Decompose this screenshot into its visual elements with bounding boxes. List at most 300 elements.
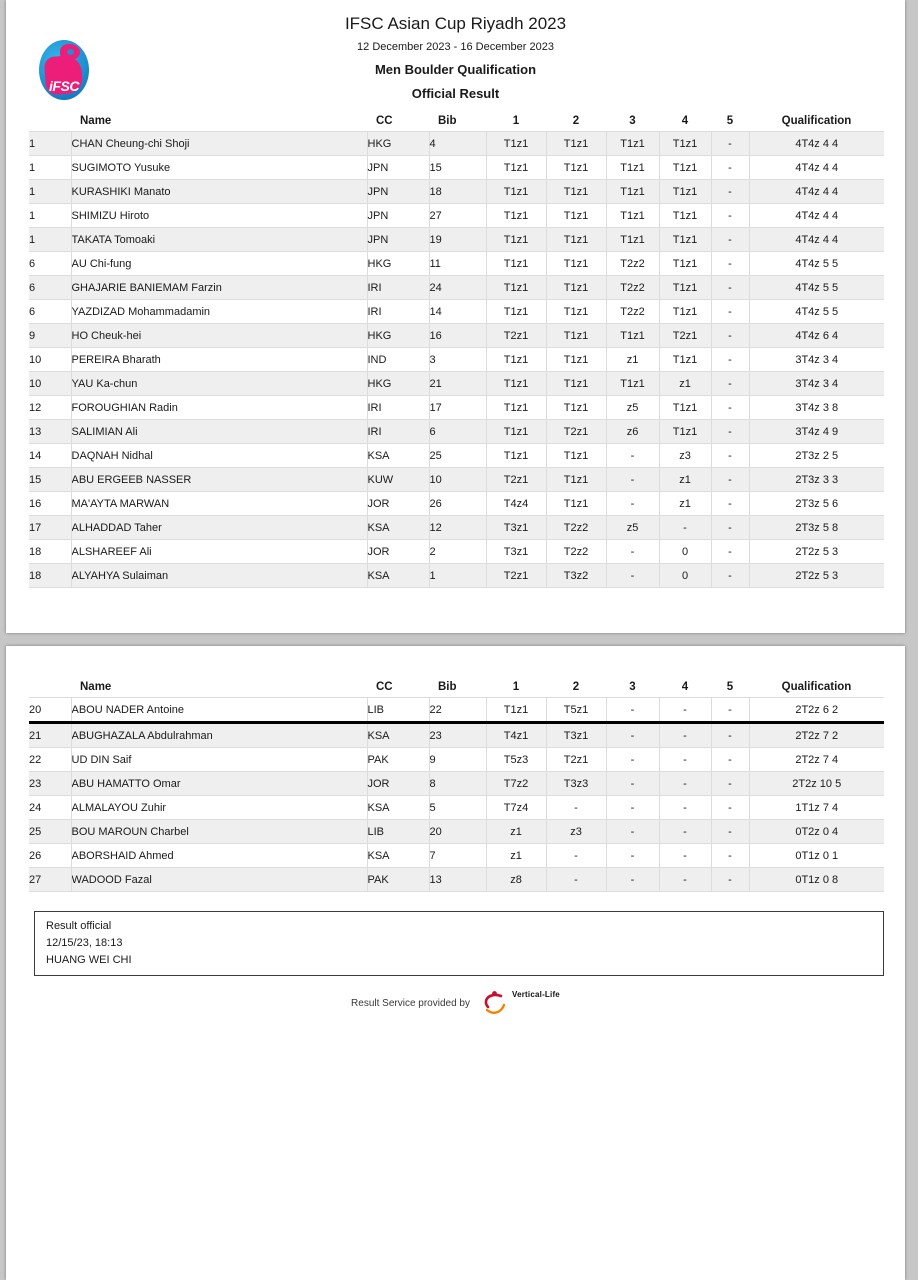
service-credit [6, 989, 905, 1017]
cell-bib: 20 [429, 820, 486, 844]
result-row [29, 348, 884, 372]
result-timestamp: 12/15/23, 18:13 [46, 937, 123, 949]
cell-b1: T1z1 [486, 228, 546, 252]
header-country: CC [376, 680, 393, 693]
cell-qual: 3T4z 3 8 [749, 396, 884, 420]
cell-b1: T4z4 [486, 492, 546, 516]
cell-qual: 4T4z 6 4 [749, 324, 884, 348]
header-rank [29, 110, 71, 132]
cell-b5: - [711, 252, 749, 276]
result-official-box [34, 911, 884, 976]
cell-qual: 2T3z 2 5 [749, 444, 884, 468]
cell-b1: T3z1 [486, 540, 546, 564]
header-boulder-2: 2 [572, 680, 580, 693]
result-row [29, 132, 884, 156]
cell-b1: T1z1 [486, 396, 546, 420]
cell-bib: 6 [429, 420, 486, 444]
cell-b4: - [659, 820, 711, 844]
header-boulder-1: 1 [512, 114, 520, 127]
cell-cc: KUW [367, 468, 429, 492]
cell-b4: - [659, 723, 711, 748]
cell-cc: JOR [367, 540, 429, 564]
cell-b3: - [606, 492, 659, 516]
cell-b1: T1z1 [486, 252, 546, 276]
cell-rank: 16 [29, 492, 71, 516]
cell-cc: PAK [367, 748, 429, 772]
cell-b5: - [711, 156, 749, 180]
event-title: IFSC Asian Cup Riyadh 2023 [344, 14, 567, 33]
cell-b2: T1z1 [546, 348, 606, 372]
cell-name: GHAJARIE BANIEMAM Farzin [71, 276, 367, 300]
cell-b4: - [659, 698, 711, 723]
cell-b4: z3 [659, 444, 711, 468]
cell-b4: T1z1 [659, 156, 711, 180]
cell-bib: 17 [429, 396, 486, 420]
result-row [29, 444, 884, 468]
cell-b3: - [606, 820, 659, 844]
cell-bib: 18 [429, 180, 486, 204]
cell-b4: T1z1 [659, 300, 711, 324]
cell-b4: T1z1 [659, 204, 711, 228]
cell-cc: KSA [367, 516, 429, 540]
cell-b2: T1z1 [546, 228, 606, 252]
event-dates: 12 December 2023 - 16 December 2023 [357, 41, 554, 53]
cell-b4: T1z1 [659, 396, 711, 420]
cell-b4: T1z1 [659, 276, 711, 300]
header-bib: Bib [438, 680, 457, 693]
cell-bib: 12 [429, 516, 486, 540]
cell-b3: - [606, 540, 659, 564]
cell-qual: 0T1z 0 1 [749, 844, 884, 868]
cell-cc: JPN [367, 180, 429, 204]
cell-b3: T1z1 [606, 204, 659, 228]
cell-b5: - [711, 204, 749, 228]
cell-qual: 3T4z 3 4 [749, 372, 884, 396]
cell-b1: T5z3 [486, 748, 546, 772]
cell-b2: T1z1 [546, 324, 606, 348]
header-boulder-3: 3 [629, 680, 636, 693]
cell-b2: T1z1 [546, 468, 606, 492]
result-row [29, 492, 884, 516]
cell-bib: 1 [429, 564, 486, 588]
cell-bib: 24 [429, 276, 486, 300]
cell-b5: - [711, 324, 749, 348]
header-boulder-3: 3 [629, 114, 636, 127]
header-boulder-1: 1 [512, 680, 520, 693]
cell-cc: HKG [367, 372, 429, 396]
cell-name: ABORSHAID Ahmed [71, 844, 367, 868]
cell-b5: - [711, 300, 749, 324]
result-type: Official Result [411, 86, 500, 101]
result-row [29, 540, 884, 564]
cell-b2: T3z1 [546, 723, 606, 748]
cell-name: ALSHAREEF Ali [71, 540, 367, 564]
cell-bib: 5 [429, 796, 486, 820]
cell-b1: T7z2 [486, 772, 546, 796]
cell-b4: - [659, 868, 711, 892]
cell-b4: 0 [659, 564, 711, 588]
cell-b5: - [711, 844, 749, 868]
cell-qual: 3T4z 3 4 [749, 348, 884, 372]
cell-cc: HKG [367, 324, 429, 348]
result-row [29, 156, 884, 180]
cell-name: PEREIRA Bharath [71, 348, 367, 372]
cell-cc: LIB [367, 820, 429, 844]
result-row [29, 204, 884, 228]
cell-b5: - [711, 820, 749, 844]
result-row [29, 748, 884, 772]
cell-b4: - [659, 748, 711, 772]
cell-b5: - [711, 372, 749, 396]
cell-qual: 4T4z 4 4 [749, 132, 884, 156]
header-name: Name [80, 114, 112, 127]
cell-b3: T1z1 [606, 324, 659, 348]
cell-bib: 3 [429, 348, 486, 372]
cell-qual: 2T2z 7 4 [749, 748, 884, 772]
cell-b1: T1z1 [486, 300, 546, 324]
result-official-name: HUANG WEI CHI [46, 954, 132, 966]
cell-b1: z1 [486, 844, 546, 868]
cell-b3: z5 [606, 516, 659, 540]
cell-b3: - [606, 844, 659, 868]
cell-b5: - [711, 516, 749, 540]
cell-b3: T2z2 [606, 300, 659, 324]
cell-bib: 19 [429, 228, 486, 252]
cell-b1: T1z1 [486, 348, 546, 372]
cell-bib: 4 [429, 132, 486, 156]
cell-b3: - [606, 772, 659, 796]
cell-rank: 22 [29, 748, 71, 772]
cell-b2: T1z1 [546, 300, 606, 324]
cell-rank: 10 [29, 348, 71, 372]
header-boulder-5: 5 [726, 114, 734, 127]
header-boulder-4: 4 [681, 680, 689, 693]
result-row [29, 180, 884, 204]
cell-name: ALMALAYOU Zuhir [71, 796, 367, 820]
cell-rank: 12 [29, 396, 71, 420]
cell-b2: T3z2 [546, 564, 606, 588]
cell-b2: T1z1 [546, 492, 606, 516]
cell-rank: 6 [29, 276, 71, 300]
cell-b4: T1z1 [659, 252, 711, 276]
cell-qual: 4T4z 4 4 [749, 204, 884, 228]
cell-qual: 2T2z 7 2 [749, 723, 884, 748]
cell-rank: 1 [29, 156, 71, 180]
cell-cc: LIB [367, 698, 429, 723]
result-row [29, 698, 884, 723]
cell-rank: 9 [29, 324, 71, 348]
cell-rank: 6 [29, 252, 71, 276]
cell-name: ABOU NADER Antoine [71, 698, 367, 723]
ifsc-logo-text: iFSC [49, 78, 79, 94]
cell-qual: 4T4z 5 5 [749, 276, 884, 300]
cell-qual: 0T2z 0 4 [749, 820, 884, 844]
cell-b1: T7z4 [486, 796, 546, 820]
cell-bib: 16 [429, 324, 486, 348]
cell-bib: 15 [429, 156, 486, 180]
cell-b3: T1z1 [606, 372, 659, 396]
result-row [29, 516, 884, 540]
cell-b5: - [711, 228, 749, 252]
cell-bib: 13 [429, 868, 486, 892]
vertical-life-logo [479, 989, 560, 1017]
cell-rank: 17 [29, 516, 71, 540]
cell-b2: - [546, 868, 606, 892]
cell-bib: 7 [429, 844, 486, 868]
cell-rank: 26 [29, 844, 71, 868]
cell-b1: T1z1 [486, 132, 546, 156]
cell-b2: T1z1 [546, 156, 606, 180]
cell-qual: 4T4z 4 4 [749, 156, 884, 180]
cell-rank: 15 [29, 468, 71, 492]
header-bib: Bib [438, 114, 457, 127]
cell-b1: T1z1 [486, 180, 546, 204]
cell-bib: 10 [429, 468, 486, 492]
cell-b3: T1z1 [606, 180, 659, 204]
cell-bib: 25 [429, 444, 486, 468]
cell-b5: - [711, 396, 749, 420]
result-row [29, 468, 884, 492]
cell-b5: - [711, 868, 749, 892]
cell-name: YAU Ka-chun [71, 372, 367, 396]
cell-b5: - [711, 420, 749, 444]
cell-b1: T4z1 [486, 723, 546, 748]
cell-b3: - [606, 723, 659, 748]
cell-name: SUGIMOTO Yusuke [71, 156, 367, 180]
results-table-page2 [29, 676, 884, 892]
cell-name: BOU MAROUN Charbel [71, 820, 367, 844]
cell-b2: - [546, 844, 606, 868]
cell-name: ALYAHYA Sulaiman [71, 564, 367, 588]
cell-b5: - [711, 132, 749, 156]
cell-qual: 1T1z 7 4 [749, 796, 884, 820]
cell-rank: 10 [29, 372, 71, 396]
result-row [29, 868, 884, 892]
cell-b5: - [711, 444, 749, 468]
cell-cc: IRI [367, 276, 429, 300]
cell-b2: z3 [546, 820, 606, 844]
cell-name: ABUGHAZALA Abdulrahman [71, 723, 367, 748]
cell-b1: T1z1 [486, 156, 546, 180]
cell-rank: 18 [29, 540, 71, 564]
cell-bib: 8 [429, 772, 486, 796]
cell-rank: 14 [29, 444, 71, 468]
cell-name: ALHADDAD Taher [71, 516, 367, 540]
cell-b2: T2z2 [546, 516, 606, 540]
results-table-page1 [29, 110, 884, 588]
result-row [29, 723, 884, 748]
cell-b5: - [711, 348, 749, 372]
cell-b1: T2z1 [486, 324, 546, 348]
cell-name: ABU ERGEEB NASSER [71, 468, 367, 492]
cell-b1: T2z1 [486, 564, 546, 588]
cell-name: AU Chi-fung [71, 252, 367, 276]
header-boulder-5: 5 [726, 680, 734, 693]
cell-rank: 1 [29, 180, 71, 204]
cell-b2: T1z1 [546, 132, 606, 156]
cell-qual: 2T2z 10 5 [749, 772, 884, 796]
cell-name: SHIMIZU Hiroto [71, 204, 367, 228]
cell-name: WADOOD Fazal [71, 868, 367, 892]
result-row [29, 844, 884, 868]
result-row [29, 820, 884, 844]
cell-qual: 2T3z 5 6 [749, 492, 884, 516]
cell-b5: - [711, 276, 749, 300]
cell-name: MA'AYTA MARWAN [71, 492, 367, 516]
result-row [29, 324, 884, 348]
header-boulder-2: 2 [572, 114, 580, 127]
cell-cc: JPN [367, 204, 429, 228]
cell-b2: T3z3 [546, 772, 606, 796]
cell-name: ABU HAMATTO Omar [71, 772, 367, 796]
result-row [29, 276, 884, 300]
cell-b4: - [659, 516, 711, 540]
cell-cc: JPN [367, 228, 429, 252]
cell-cc: HKG [367, 132, 429, 156]
cell-b4: - [659, 772, 711, 796]
cell-b3: - [606, 748, 659, 772]
cell-cc: JOR [367, 492, 429, 516]
cell-rank: 1 [29, 204, 71, 228]
cell-cc: JPN [367, 156, 429, 180]
cell-bib: 23 [429, 723, 486, 748]
cell-rank: 27 [29, 868, 71, 892]
cell-cc: IRI [367, 420, 429, 444]
ifsc-logo [39, 40, 89, 100]
cell-b5: - [711, 698, 749, 723]
cell-b3: z5 [606, 396, 659, 420]
cell-b1: T1z1 [486, 372, 546, 396]
cell-b1: z8 [486, 868, 546, 892]
cell-b3: T1z1 [606, 132, 659, 156]
cell-b5: - [711, 492, 749, 516]
cell-b4: T1z1 [659, 348, 711, 372]
cell-b1: T1z1 [486, 698, 546, 723]
cell-b5: - [711, 540, 749, 564]
result-page-2 [6, 646, 905, 1280]
cell-b4: - [659, 796, 711, 820]
cell-cc: IND [367, 348, 429, 372]
result-status: Result official [46, 920, 112, 932]
cell-rank: 1 [29, 132, 71, 156]
cell-b1: T1z1 [486, 276, 546, 300]
cell-b5: - [711, 723, 749, 748]
cell-qual: 4T4z 4 4 [749, 228, 884, 252]
cell-b1: T3z1 [486, 516, 546, 540]
result-row [29, 396, 884, 420]
cell-qual: 3T4z 4 9 [749, 420, 884, 444]
cell-cc: KSA [367, 444, 429, 468]
cell-b5: - [711, 468, 749, 492]
cell-rank: 21 [29, 723, 71, 748]
cell-b3: z1 [606, 348, 659, 372]
cell-bib: 9 [429, 748, 486, 772]
cell-bib: 21 [429, 372, 486, 396]
cell-b4: T1z1 [659, 180, 711, 204]
cell-qual: 2T3z 5 8 [749, 516, 884, 540]
header-qualification: Qualification [781, 114, 852, 127]
result-row [29, 372, 884, 396]
cell-rank: 18 [29, 564, 71, 588]
cell-b4: z1 [659, 372, 711, 396]
vertical-life-label: Vertical-Life [512, 990, 560, 999]
result-row [29, 300, 884, 324]
cell-b3: T2z2 [606, 276, 659, 300]
cell-qual: 4T4z 4 4 [749, 180, 884, 204]
cell-b4: T2z1 [659, 324, 711, 348]
cell-name: DAQNAH Nidhal [71, 444, 367, 468]
cell-b3: T1z1 [606, 228, 659, 252]
cell-cc: IRI [367, 300, 429, 324]
result-row [29, 796, 884, 820]
header-boulder-4: 4 [681, 114, 689, 127]
cell-qual: 2T3z 3 3 [749, 468, 884, 492]
cell-name: YAZDIZAD Mohammadamin [71, 300, 367, 324]
cell-b5: - [711, 564, 749, 588]
cell-b1: z1 [486, 820, 546, 844]
result-row [29, 564, 884, 588]
cell-cc: KSA [367, 564, 429, 588]
header-country: CC [376, 114, 393, 127]
cell-b3: T2z2 [606, 252, 659, 276]
header-name: Name [80, 680, 112, 693]
cell-bib: 26 [429, 492, 486, 516]
cell-b1: T1z1 [486, 444, 546, 468]
service-text: Result Service provided by [351, 997, 470, 1009]
cell-qual: 2T2z 6 2 [749, 698, 884, 723]
cell-b4: - [659, 844, 711, 868]
cell-b3: - [606, 564, 659, 588]
cell-b2: T2z1 [546, 748, 606, 772]
climber-icon [479, 989, 509, 1017]
cell-name: CHAN Cheung-chi Shoji [71, 132, 367, 156]
cell-cc: KSA [367, 844, 429, 868]
cell-b3: - [606, 868, 659, 892]
cell-b4: T1z1 [659, 228, 711, 252]
document-header [6, 0, 905, 101]
cell-b5: - [711, 748, 749, 772]
cell-rank: 25 [29, 820, 71, 844]
cell-b2: T5z1 [546, 698, 606, 723]
cell-b4: T1z1 [659, 132, 711, 156]
header-qualification: Qualification [781, 680, 852, 693]
cell-cc: PAK [367, 868, 429, 892]
cell-bib: 22 [429, 698, 486, 723]
cell-cc: HKG [367, 252, 429, 276]
cell-rank: 13 [29, 420, 71, 444]
cell-b4: 0 [659, 540, 711, 564]
cell-bib: 27 [429, 204, 486, 228]
cell-cc: JOR [367, 772, 429, 796]
cell-name: UD DIN Saif [71, 748, 367, 772]
cell-qual: 2T2z 5 3 [749, 540, 884, 564]
cell-name: TAKATA Tomoaki [71, 228, 367, 252]
result-row [29, 420, 884, 444]
cell-b2: T1z1 [546, 180, 606, 204]
cell-name: SALIMIAN Ali [71, 420, 367, 444]
cell-b1: T1z1 [486, 204, 546, 228]
cell-name: FOROUGHIAN Radin [71, 396, 367, 420]
cell-b5: - [711, 796, 749, 820]
cell-qual: 0T1z 0 8 [749, 868, 884, 892]
cell-b1: T1z1 [486, 420, 546, 444]
result-page-1 [6, 0, 905, 633]
cell-qual: 4T4z 5 5 [749, 300, 884, 324]
cell-b3: - [606, 796, 659, 820]
cell-rank: 23 [29, 772, 71, 796]
cell-b2: T2z1 [546, 420, 606, 444]
round-title: Men Boulder Qualification [374, 62, 537, 77]
